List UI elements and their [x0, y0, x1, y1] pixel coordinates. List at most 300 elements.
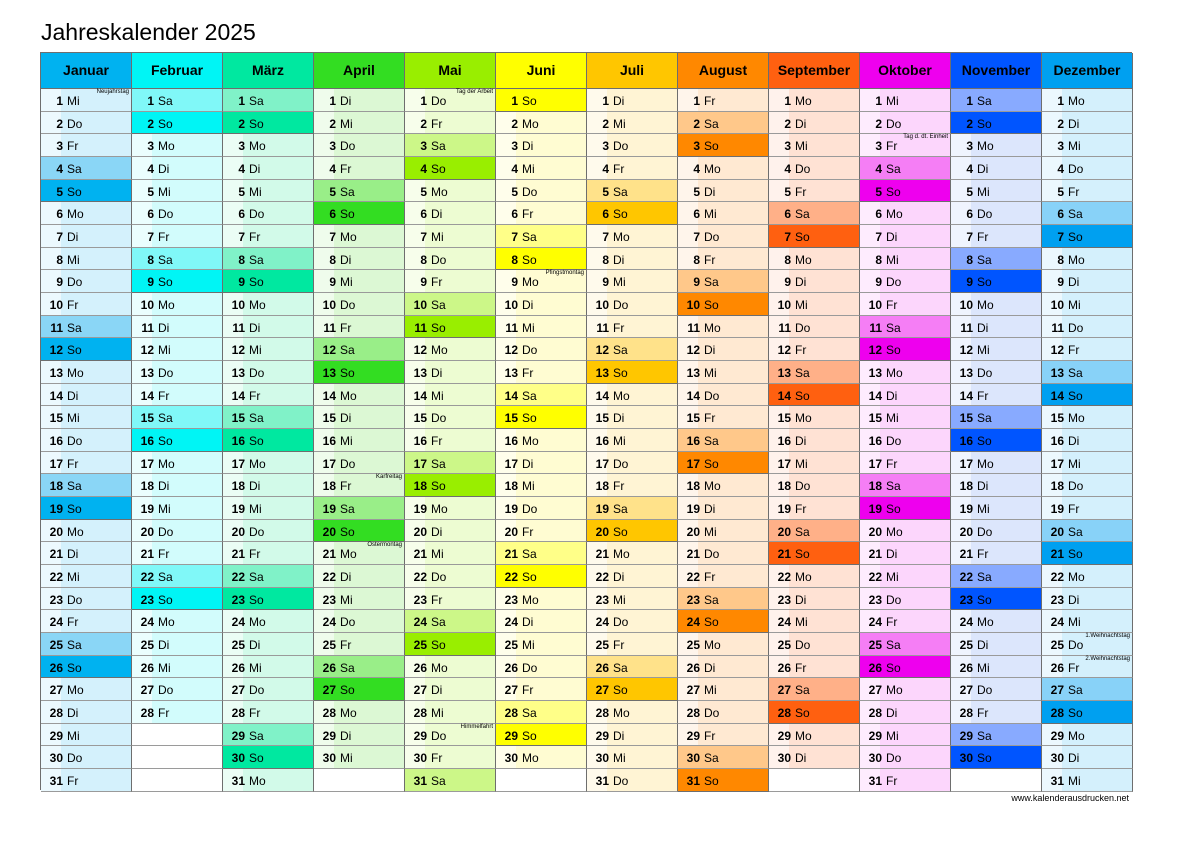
day-cell	[587, 520, 678, 543]
weekday-label: Fr	[977, 230, 989, 245]
day-cell	[951, 565, 1042, 588]
day-cell	[951, 293, 1042, 316]
day-number: 3	[784, 139, 791, 154]
weekday-label: Sa	[613, 660, 628, 675]
weekday-label: Do	[613, 139, 629, 154]
holiday-label: 1.Weihnachtstag	[1085, 633, 1130, 640]
day-cell	[41, 134, 132, 157]
day-number: 7	[147, 230, 154, 245]
day-cell	[132, 157, 223, 180]
day-number: 18	[777, 479, 791, 494]
day-cell	[132, 452, 223, 475]
day-number: 17	[1050, 456, 1064, 471]
day-number: 27	[504, 683, 518, 698]
weekday-label: Fr	[1068, 184, 1080, 199]
day-cell	[405, 134, 496, 157]
weekday-label: Fr	[431, 116, 443, 131]
weekday-label: Di	[431, 524, 443, 539]
day-number: 22	[1050, 570, 1064, 585]
weekday-label: Do	[886, 434, 902, 449]
day-cell	[678, 202, 769, 225]
weekday-label: Sa	[613, 343, 628, 358]
weekday-label: Fr	[249, 388, 261, 403]
day-cell	[678, 701, 769, 724]
weekday-label: Do	[340, 615, 356, 630]
day-cell	[769, 112, 860, 135]
day-cell	[587, 656, 678, 679]
day-cell	[860, 338, 951, 361]
weekday-label: Do	[249, 524, 265, 539]
weekday-label: Fr	[886, 456, 898, 471]
day-number: 21	[1050, 547, 1064, 562]
weekday-label: Fr	[67, 139, 79, 154]
day-cell	[769, 406, 860, 429]
day-number: 2	[56, 116, 63, 131]
day-number: 4	[238, 162, 245, 176]
day-cell	[314, 134, 405, 157]
day-number: 15	[322, 411, 336, 426]
weekday-label: Mo	[158, 456, 175, 471]
day-cell	[496, 112, 587, 135]
day-number: 13	[868, 366, 882, 381]
day-number: 15	[686, 411, 700, 426]
weekday-label: Mo	[340, 230, 357, 245]
day-cell	[678, 134, 769, 157]
weekday-label: Sa	[704, 116, 719, 131]
weekday-label: Sa	[431, 139, 446, 154]
weekday-label: Mo	[431, 343, 448, 358]
holiday-label: Tag d. dt. Einheit	[903, 134, 948, 141]
day-number: 13	[777, 366, 791, 381]
day-cell	[587, 361, 678, 384]
day-number: 6	[420, 207, 427, 222]
day-cell	[678, 270, 769, 293]
weekday-label: Do	[1068, 638, 1084, 653]
weekday-label: Di	[340, 411, 352, 426]
weekday-label: Di	[977, 162, 989, 176]
day-number: 27	[777, 683, 791, 698]
weekday-label: Sa	[1068, 366, 1083, 381]
day-number: 13	[595, 366, 609, 381]
day-cell	[223, 542, 314, 565]
day-number: 27	[231, 683, 245, 698]
day-number: 8	[1057, 252, 1064, 267]
day-cell	[1042, 406, 1133, 429]
weekday-label: Di	[886, 388, 898, 403]
day-number: 17	[49, 456, 63, 471]
day-number: 31	[686, 774, 700, 789]
weekday-label: Fr	[795, 184, 807, 199]
day-number: 17	[504, 456, 518, 471]
day-number: 9	[784, 275, 791, 290]
day-cell	[678, 338, 769, 361]
day-cell	[951, 384, 1042, 407]
month-header: Mai	[405, 53, 496, 89]
day-number: 18	[868, 479, 882, 494]
day-cell	[860, 293, 951, 316]
day-cell	[223, 248, 314, 271]
weekday-label: Mo	[158, 615, 175, 630]
day-cell	[405, 429, 496, 452]
day-cell	[1042, 656, 1133, 679]
weekday-label: Mi	[1068, 615, 1081, 630]
day-number: 12	[777, 343, 791, 358]
day-cell	[1042, 112, 1133, 135]
day-cell	[314, 701, 405, 724]
weekday-label: Sa	[431, 456, 446, 471]
day-cell	[496, 316, 587, 339]
day-number: 29	[686, 728, 700, 743]
weekday-label: Fr	[340, 638, 352, 653]
day-cell	[860, 724, 951, 747]
weekday-label: Di	[431, 207, 443, 222]
day-cell	[587, 542, 678, 565]
day-cell	[132, 89, 223, 112]
day-number: 27	[1050, 683, 1064, 698]
day-cell	[678, 157, 769, 180]
day-cell	[132, 293, 223, 316]
day-cell	[223, 497, 314, 520]
weekday-label: Sa	[522, 230, 537, 245]
weekday-label: Mo	[340, 547, 357, 562]
month-header: Juni	[496, 53, 587, 89]
day-cell	[587, 565, 678, 588]
weekday-label: Di	[158, 638, 170, 653]
weekday-label: Di	[977, 320, 989, 335]
day-number: 14	[504, 388, 518, 403]
weekday-label: Mi	[67, 252, 80, 267]
day-cell	[132, 565, 223, 588]
day-cell	[1042, 180, 1133, 203]
weekday-label: So	[340, 524, 355, 539]
weekday-label: Mo	[704, 479, 721, 494]
weekday-label: Di	[1068, 434, 1080, 449]
day-number: 7	[602, 230, 609, 245]
day-number: 25	[322, 638, 336, 653]
day-number: 20	[1050, 524, 1064, 539]
day-number: 12	[959, 343, 973, 358]
day-number: 7	[1057, 230, 1064, 245]
day-number: 9	[602, 275, 609, 290]
day-number: 2	[420, 116, 427, 131]
weekday-label: Sa	[249, 728, 264, 743]
weekday-label: Do	[249, 207, 265, 222]
day-cell	[860, 361, 951, 384]
day-number: 25	[140, 638, 154, 653]
weekday-label: Di	[522, 139, 534, 154]
day-cell	[496, 610, 587, 633]
day-number: 17	[413, 456, 427, 471]
day-cell	[496, 520, 587, 543]
weekday-label: Mi	[613, 751, 626, 766]
weekday-label: Di	[431, 366, 443, 381]
day-number: 1	[329, 94, 336, 108]
weekday-label: Mo	[704, 162, 721, 176]
day-number: 15	[413, 411, 427, 426]
weekday-label: Sa	[522, 706, 537, 721]
day-cell	[951, 225, 1042, 248]
day-number: 12	[504, 343, 518, 358]
weekday-label: Sa	[158, 252, 173, 267]
weekday-label: Sa	[1068, 683, 1083, 698]
weekday-label: Fr	[522, 524, 534, 539]
weekday-label: Di	[340, 94, 352, 108]
day-cell	[41, 452, 132, 475]
day-cell	[223, 134, 314, 157]
day-cell	[1042, 588, 1133, 611]
weekday-label: Di	[795, 592, 807, 607]
day-number: 12	[686, 343, 700, 358]
month-column-11	[951, 53, 1042, 790]
day-cell	[41, 89, 132, 112]
weekday-label: Mi	[431, 547, 444, 562]
weekday-label: Fr	[67, 615, 79, 630]
weekday-label: Sa	[977, 728, 992, 743]
weekday-label: Sa	[249, 252, 264, 267]
weekday-label: Mi	[613, 592, 626, 607]
weekday-label: Fr	[340, 162, 352, 176]
weekday-label: Mo	[977, 139, 994, 154]
day-number: 12	[595, 343, 609, 358]
day-number: 6	[238, 207, 245, 222]
weekday-label: Do	[249, 366, 265, 381]
day-number: 7	[329, 230, 336, 245]
weekday-label: Mi	[795, 456, 808, 471]
day-cell	[405, 452, 496, 475]
weekday-label: Di	[977, 638, 989, 653]
weekday-label: Mo	[886, 683, 903, 698]
day-number: 25	[49, 638, 63, 653]
weekday-label: Mi	[613, 116, 626, 131]
day-cell	[41, 157, 132, 180]
weekday-label: Di	[795, 751, 807, 766]
day-cell	[496, 89, 587, 112]
weekday-label: Di	[249, 320, 261, 335]
weekday-label: Do	[340, 456, 356, 471]
day-number: 24	[686, 615, 700, 630]
weekday-label: Fr	[613, 638, 625, 653]
day-number: 10	[140, 298, 154, 313]
day-cell	[1042, 497, 1133, 520]
day-cell	[132, 384, 223, 407]
weekday-label: Sa	[158, 570, 173, 585]
weekday-label: So	[704, 139, 719, 154]
weekday-label: Mi	[67, 570, 80, 585]
weekday-label: Di	[704, 343, 716, 358]
empty-day-cell	[496, 769, 587, 792]
day-number: 29	[777, 728, 791, 743]
day-cell	[951, 316, 1042, 339]
day-cell	[769, 588, 860, 611]
month-header: März	[223, 53, 314, 89]
day-number: 24	[322, 615, 336, 630]
day-number: 27	[322, 683, 336, 698]
day-cell	[132, 701, 223, 724]
day-number: 22	[49, 570, 63, 585]
weekday-label: Fr	[522, 366, 534, 381]
day-number: 3	[238, 139, 245, 154]
day-cell	[951, 474, 1042, 497]
weekday-label: Di	[613, 411, 625, 426]
day-number: 17	[140, 456, 154, 471]
day-number: 10	[413, 298, 427, 313]
day-number: 23	[686, 592, 700, 607]
weekday-label: So	[795, 706, 810, 721]
day-cell	[314, 588, 405, 611]
day-number: 5	[875, 184, 882, 199]
day-number: 23	[231, 592, 245, 607]
day-cell	[587, 678, 678, 701]
weekday-label: Sa	[431, 298, 446, 313]
day-number: 16	[1050, 434, 1064, 449]
day-number: 8	[238, 252, 245, 267]
day-cell	[132, 270, 223, 293]
day-number: 11	[778, 320, 791, 335]
day-cell	[41, 338, 132, 361]
weekday-label: Sa	[67, 320, 82, 335]
day-cell	[587, 746, 678, 769]
weekday-label: Di	[431, 683, 443, 698]
day-cell	[678, 180, 769, 203]
day-number: 11	[869, 320, 882, 335]
day-number: 12	[322, 343, 336, 358]
day-number: 9	[511, 275, 518, 290]
day-number: 26	[868, 660, 882, 675]
day-cell	[587, 293, 678, 316]
month-column-10	[860, 53, 951, 790]
day-cell	[223, 724, 314, 747]
weekday-label: Mo	[977, 456, 994, 471]
day-number: 15	[959, 411, 973, 426]
day-cell	[769, 202, 860, 225]
day-cell	[405, 180, 496, 203]
weekday-label: So	[249, 434, 264, 449]
day-number: 3	[329, 139, 336, 154]
weekday-label: Do	[613, 615, 629, 630]
day-cell	[678, 724, 769, 747]
weekday-label: Di	[249, 479, 261, 494]
weekday-label: Sa	[977, 252, 992, 267]
day-cell	[1042, 474, 1133, 497]
day-cell	[132, 474, 223, 497]
day-number: 26	[322, 660, 336, 675]
weekday-label: Sa	[704, 434, 719, 449]
day-cell	[223, 452, 314, 475]
day-number: 30	[868, 751, 882, 766]
day-cell	[314, 225, 405, 248]
day-number: 10	[322, 298, 336, 313]
day-number: 1	[511, 94, 518, 108]
weekday-label: Do	[795, 162, 811, 176]
day-cell	[41, 678, 132, 701]
day-number: 2	[693, 116, 700, 131]
day-number: 31	[413, 774, 427, 789]
day-number: 22	[868, 570, 882, 585]
day-cell	[1042, 678, 1133, 701]
day-number: 11	[1051, 320, 1064, 335]
day-number: 14	[686, 388, 700, 403]
weekday-label: Mi	[522, 638, 535, 653]
day-cell	[1042, 610, 1133, 633]
day-number: 3	[147, 139, 154, 154]
weekday-label: Do	[67, 116, 83, 131]
weekday-label: Mo	[340, 388, 357, 403]
day-cell	[769, 180, 860, 203]
day-number: 10	[504, 298, 518, 313]
day-cell	[223, 633, 314, 656]
weekday-label: Di	[249, 638, 261, 653]
day-cell	[41, 316, 132, 339]
day-number: 12	[413, 343, 427, 358]
weekday-label: Mi	[431, 706, 444, 721]
day-cell	[1042, 769, 1133, 792]
day-number: 6	[56, 207, 63, 222]
day-cell	[405, 588, 496, 611]
weekday-label: Mi	[522, 479, 535, 494]
day-cell	[41, 474, 132, 497]
day-cell	[860, 157, 951, 180]
day-cell	[314, 520, 405, 543]
day-cell	[769, 497, 860, 520]
weekday-label: Di	[613, 570, 625, 585]
day-number: 21	[868, 547, 882, 562]
weekday-label: Di	[613, 728, 625, 743]
day-cell	[860, 180, 951, 203]
weekday-label: Sa	[886, 162, 901, 176]
weekday-label: Fr	[704, 411, 716, 426]
day-cell	[1042, 520, 1133, 543]
day-cell	[41, 112, 132, 135]
day-number: 6	[511, 207, 518, 222]
month-header: Januar	[41, 53, 132, 89]
day-number: 7	[56, 230, 63, 245]
day-cell	[41, 180, 132, 203]
day-cell	[678, 384, 769, 407]
day-number: 19	[140, 502, 154, 517]
day-cell	[951, 610, 1042, 633]
weekday-label: Do	[704, 547, 720, 562]
weekday-label: Fr	[522, 683, 534, 698]
day-cell	[951, 701, 1042, 724]
weekday-label: Do	[431, 728, 447, 743]
day-number: 6	[966, 207, 973, 222]
day-number: 18	[231, 479, 245, 494]
day-number: 14	[413, 388, 427, 403]
holiday-label: 2.Weihnachtstag	[1085, 655, 1130, 662]
weekday-label: Mo	[522, 592, 539, 607]
weekday-label: Do	[886, 116, 902, 131]
day-cell	[132, 542, 223, 565]
day-cell	[223, 520, 314, 543]
day-cell	[1042, 89, 1133, 112]
day-number: 29	[1050, 728, 1064, 743]
day-number: 8	[966, 252, 973, 267]
day-cell	[132, 316, 223, 339]
day-number: 10	[868, 298, 882, 313]
day-number: 30	[595, 751, 609, 766]
weekday-label: Fr	[886, 615, 898, 630]
weekday-label: Mi	[67, 94, 80, 108]
day-cell	[405, 293, 496, 316]
weekday-label: So	[522, 252, 537, 267]
day-number: 22	[504, 570, 518, 585]
day-cell	[41, 497, 132, 520]
day-number: 10	[595, 298, 609, 313]
weekday-label: Mo	[613, 388, 630, 403]
day-cell	[132, 610, 223, 633]
day-cell	[496, 157, 587, 180]
day-number: 17	[868, 456, 882, 471]
